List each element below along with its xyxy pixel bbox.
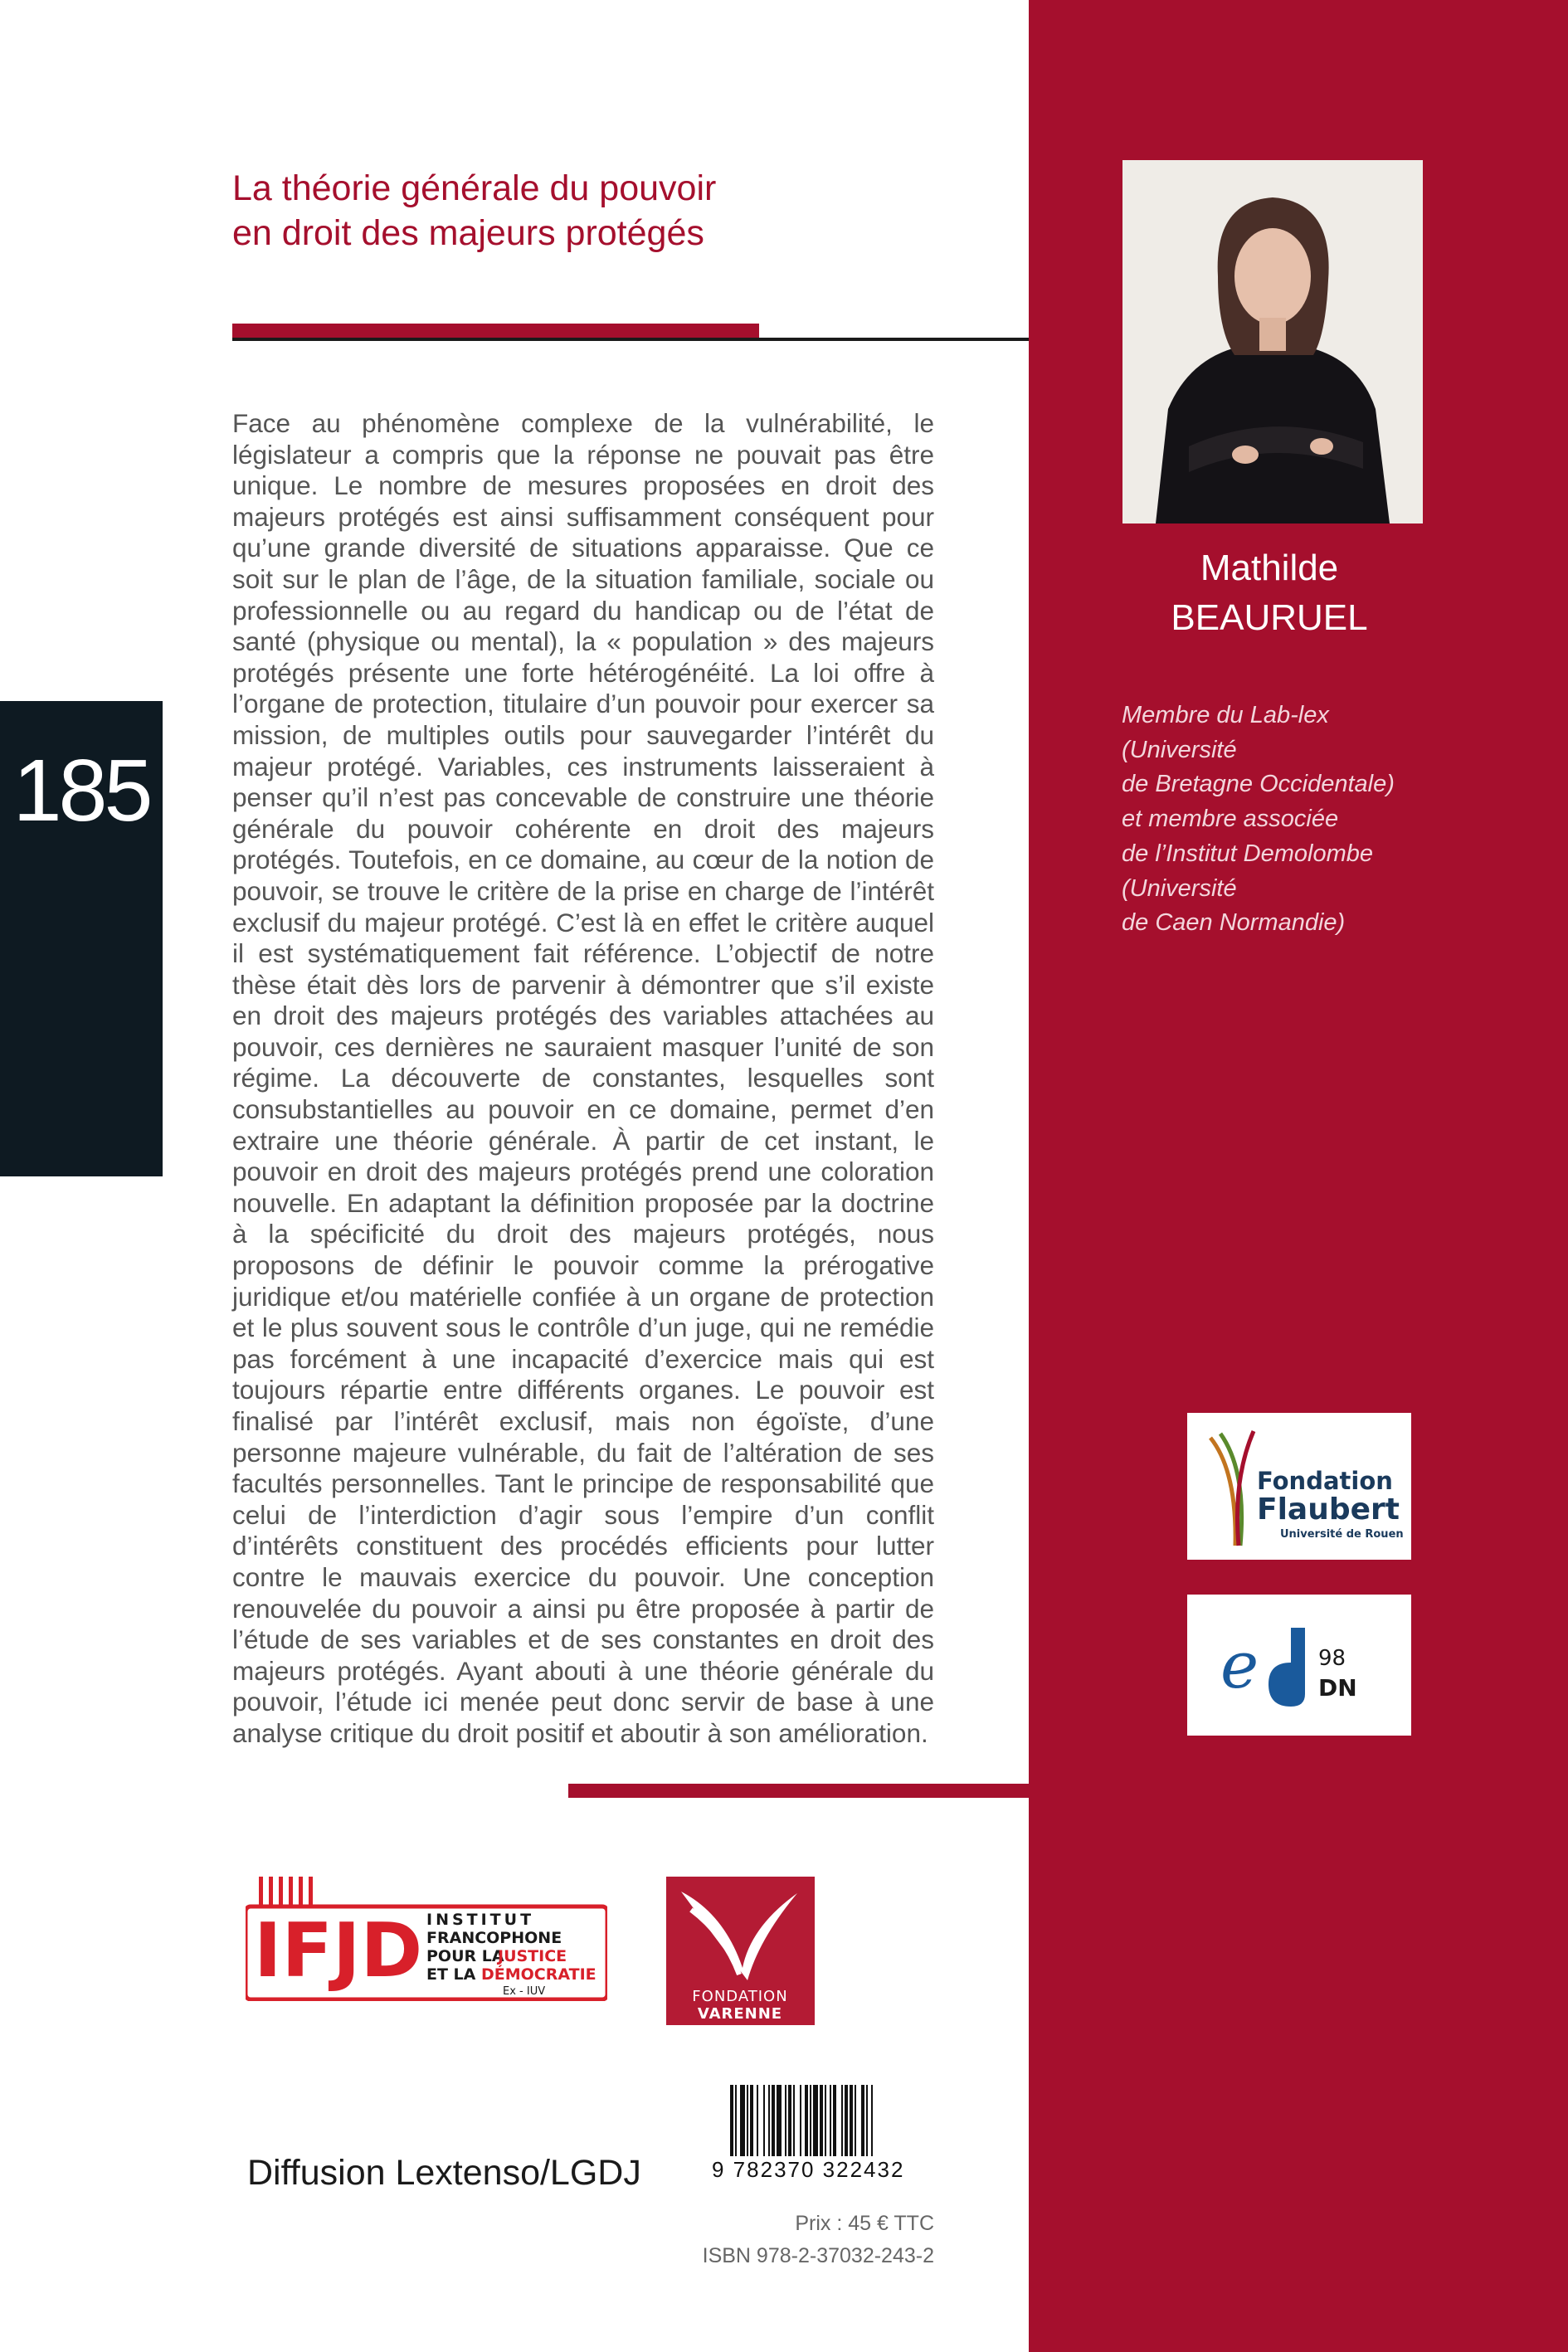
flaubert-subtitle: Université de Rouen bbox=[1280, 1528, 1404, 1541]
affiliation-line: (Université bbox=[1122, 874, 1237, 902]
book-title bbox=[232, 166, 979, 256]
barcode-bar bbox=[855, 2085, 856, 2156]
barcode-bar bbox=[772, 2085, 775, 2156]
barcode-bar bbox=[730, 2085, 733, 2156]
title-accent-bar bbox=[232, 324, 759, 338]
ifjd-acronym: IFJD bbox=[254, 1907, 423, 1994]
barcode-bar bbox=[757, 2085, 758, 2156]
affiliation-line: de Caen Normandie) bbox=[1122, 909, 1346, 937]
barcode-bar bbox=[825, 2085, 826, 2156]
affiliation-line: de l’Institut Demolombe bbox=[1122, 840, 1374, 867]
book-isbn: ISBN 978-2-37032-243-2 bbox=[702, 2244, 934, 2267]
ifjd-line-4b: DÉMOCRATIE bbox=[481, 1965, 597, 1984]
barcode-bar bbox=[788, 2085, 791, 2156]
barcode-bar bbox=[850, 2085, 853, 2156]
barcode-bar bbox=[820, 2085, 823, 2156]
ifjd-logo bbox=[246, 1877, 607, 2001]
author-first-name: Mathilde bbox=[1200, 548, 1339, 588]
barcode-bar bbox=[785, 2085, 786, 2156]
varenne-line-1: FONDATION bbox=[692, 1988, 788, 2005]
barcode-bar bbox=[800, 2085, 801, 2156]
affiliation-line: (Université bbox=[1122, 736, 1237, 763]
barcode-digits: 9 782370 322432 bbox=[712, 2157, 905, 2182]
ifjd-line-2: FRANCOPHONE bbox=[426, 1929, 562, 1947]
varenne-line-2: VARENNE bbox=[697, 2005, 783, 2023]
barcode-bar bbox=[861, 2085, 864, 2156]
author-affiliation bbox=[1122, 699, 1520, 941]
barcode-bar bbox=[871, 2085, 873, 2156]
svg-text:e: e bbox=[1220, 1629, 1259, 1703]
fondation-flaubert-logo bbox=[1187, 1413, 1411, 1560]
ifjd-line-3a: POUR LA bbox=[426, 1947, 504, 1965]
affiliation-line: de Bretagne Occidentale) bbox=[1122, 771, 1395, 798]
barcode-bar bbox=[866, 2085, 868, 2156]
barcode-bar bbox=[768, 2085, 770, 2156]
barcode-bar bbox=[841, 2085, 843, 2156]
flaubert-line-1: Fondation bbox=[1257, 1467, 1393, 1495]
publisher-diffusion: Diffusion Lextenso/LGDJ bbox=[247, 2153, 641, 2193]
barcode-bar bbox=[813, 2085, 818, 2156]
ifjd-line-4a: ET LA bbox=[426, 1965, 476, 1984]
book-price: Prix : 45 € TTC bbox=[795, 2212, 934, 2235]
barcode-bar bbox=[810, 2085, 811, 2156]
edn-text: DN bbox=[1318, 1674, 1357, 1702]
affiliation-line: et membre associée bbox=[1122, 806, 1339, 833]
title-rule bbox=[232, 338, 1029, 341]
author-portrait bbox=[1122, 160, 1423, 523]
abstract-text: Face au phénomène complexe de la vulnérabilité, le législateur a compris que la réponse ne pouvait pas être unique. Le nombre de mesures proposées en droit des majeurs protégés est ainsi suffisamment conséquent pour qu’une grande diversité de situations apparaisse. Que ce soit sur le plan de l’âge, de la situation familiale, sociale ou professionnelle ou au regard du handicap ou de l’état de santé (physique ou mental), la « population » des majeurs protégés présente une forte hétérogénéité. La loi offre à l’organe de protection, titulaire d’un pouvoir pour exercer sa mission, de multiples outils pour sauvegarder l’intérêt du majeur protégé. Variables, ces instruments laisseraient à penser qu’il n’est pas concevable de construire une théorie générale du pouvoir cohérente en droit des majeurs protégés. Toutefois, en ce domaine, au cœur de la notion de pouvoir, se trouve le critère de la prise en charge de l’intérêt exclusif du majeur protégé. C’est là en effet le critère auquel il est systématiquement fait référence. L’objectif de notre thèse était dès lors de parvenir à démontrer que s’il existe en droit des majeurs protégés des variables attachées au pouvoir, ces dernières ne sauraient masquer l’unité de son régime. La découverte de constantes, lesquelles sont consubstantielles au pouvoir en ce domaine, permet d’en extraire une théorie générale. À partir de cet instant, le pouvoir en droit des majeurs protégés prend une coloration nouvelle. En adaptant la définition proposée par la doctrine à la spécificité du droit des majeurs protégés, nous proposons de définir le pouvoir comme la prérogative juridique et/ou matérielle confiée à un organe de protection et le plus souvent sous le contrôle d’un juge, qui ne remédie pas forcément à une incapacité d’exercice mais qui est toujours répartie entre différents organes. Le pouvoir est finalisé par l’intérêt exclusif, mais non égoïste, d’une personne majeure vulnérable, du fait de l’altération de ses facultés personnelles. Tant le principe de responsabilité que celui de l’interdiction d’agir sous l’empire d’un conflit d’intérêts constituent des procédés efficients pour lutter contre le mauvais exercice du pouvoir. Une conception renouvelée du pouvoir a ainsi pu être proposée à partir de l’étude de ses variables et de ses constantes en droit des majeurs protégés. Ayant abouti à une théorie générale du pouvoir, l’étude ici menée peut donc servir de base à une analyse critique du droit positif et aboutir à son amélioration. bbox=[232, 408, 934, 1748]
barcode-bar bbox=[763, 2085, 765, 2156]
barcode-bar bbox=[777, 2085, 782, 2156]
author-last-name: BEAURUEL bbox=[1171, 597, 1368, 638]
ifjd-line-1: INSTITUT bbox=[426, 1911, 535, 1929]
book-title-line-1: La théorie générale du pouvoir bbox=[232, 168, 717, 208]
barcode-bar bbox=[845, 2085, 848, 2156]
ifjd-line-3b: JUSTICE bbox=[498, 1947, 567, 1965]
barcode-bar bbox=[740, 2085, 745, 2156]
flaubert-line-2: Flaubert bbox=[1257, 1493, 1400, 1527]
barcode-bar bbox=[747, 2085, 748, 2156]
book-title-line-2: en droit des majeurs protégés bbox=[232, 213, 704, 253]
abstract-accent-bar bbox=[568, 1784, 1029, 1798]
edn-logo bbox=[1187, 1595, 1411, 1736]
ifjd-line-5: Ex - IUV bbox=[503, 1985, 546, 1998]
affiliation-line: Membre du Lab-lex bbox=[1122, 702, 1329, 728]
barcode-bar bbox=[833, 2085, 836, 2156]
edn-number: 98 bbox=[1318, 1646, 1346, 1671]
fondation-varenne-logo bbox=[666, 1877, 815, 2025]
series-number: 185 bbox=[12, 742, 150, 840]
barcode-bar bbox=[750, 2085, 753, 2156]
barcode-bar bbox=[793, 2085, 795, 2156]
barcode-bar bbox=[735, 2085, 737, 2156]
barcode-bar bbox=[805, 2085, 808, 2156]
barcode-bar bbox=[830, 2085, 831, 2156]
